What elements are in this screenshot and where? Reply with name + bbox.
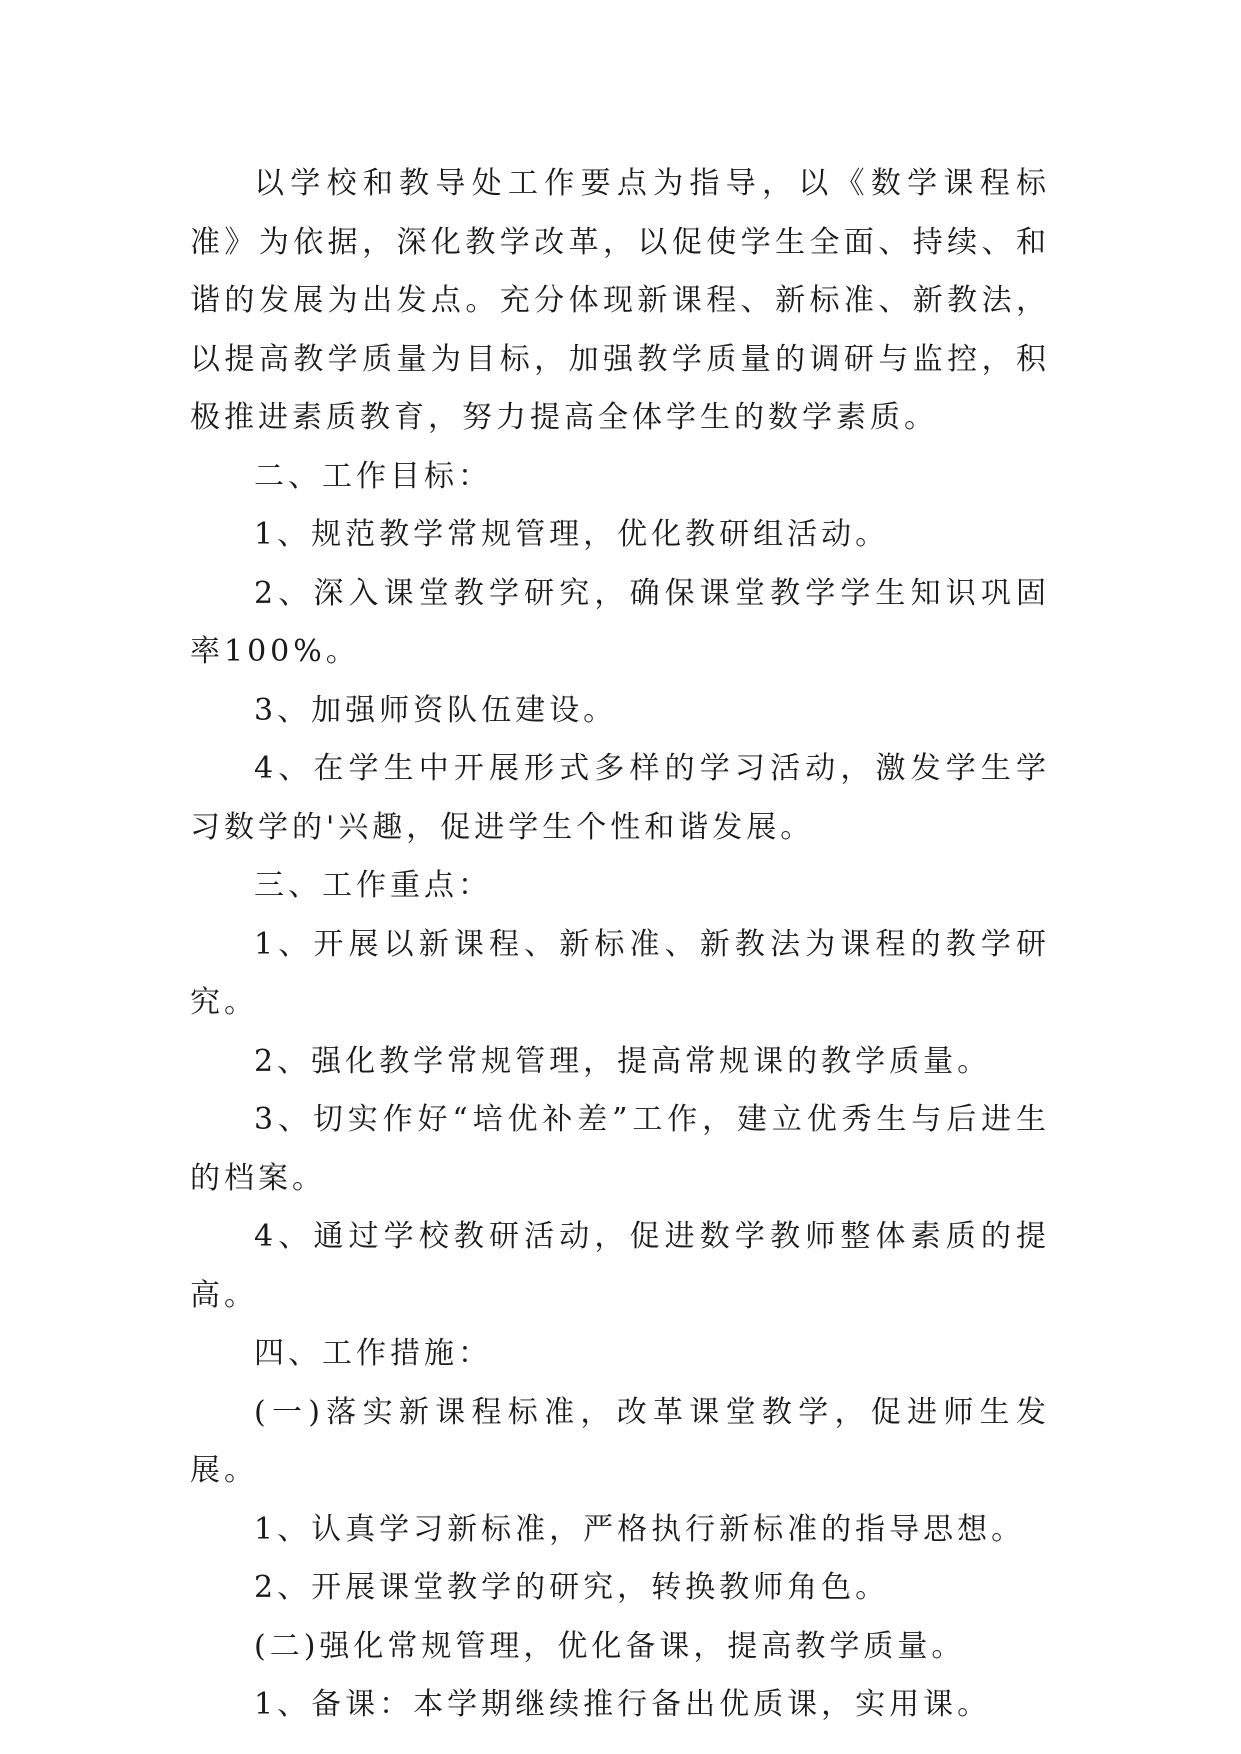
paragraph-guiding-ideology: 以学校和教导处工作要点为指导，以《数学课程标准》为依据，深化教学改革，以促使学生全面、持续、和谐的发展为出发点。充分体现新课程、新标准、新教法，以提高教学质量为目标，加强教学质量的调研与监控，积极推进素质教育，努力提高全体学生的数学素质。 (190, 166, 1050, 435)
measure-subheading-2: (二)强化常规管理，优化备课，提高教学质量。 (254, 1628, 966, 1664)
focus-item-4: 4、通过学校教研活动，促进数学教师整体素质的提高。 (190, 1219, 1050, 1313)
goal-item-3: 3、加强师资队伍建设。 (254, 692, 618, 728)
measure-item-1-2: 2、开展课堂教学的研究，转换教师角色。 (254, 1570, 890, 1605)
goal-item-1: 1、规范教学常规管理，优化教研组活动。 (254, 517, 890, 552)
heading-work-focus: 三、工作重点： (254, 868, 492, 903)
heading-work-goals: 二、工作目标： (254, 458, 492, 494)
goal-item-4: 4、在学生中开展形式多样的学习活动，激发学生学习数学的'兴趣，促进学生个性和谐发展。 (190, 751, 1050, 845)
focus-item-3: 3、切实作好“培优补差”工作，建立优秀生与后进生的档案。 (190, 1102, 1050, 1196)
focus-item-2: 2、强化教学常规管理，提高常规课的教学质量。 (254, 1043, 992, 1079)
heading-work-measures: 四、工作措施： (254, 1336, 492, 1371)
focus-item-1: 1、开展以新课程、新标准、新教法为课程的教学研究。 (190, 926, 1050, 1020)
measure-item-2-1: 1、备课：本学期继续推行备出优质课，实用课。 (254, 1687, 992, 1722)
goal-item-2: 2、深入课堂教学研究，确保课堂教学学生知识巩固率100%。 (190, 575, 1050, 669)
document-page (190, 155, 1050, 1735)
measure-item-1-1: 1、认真学习新标准，严格执行新标准的指导思想。 (254, 1511, 1026, 1547)
measure-subheading-1: (一)落实新课程标准，改革课堂教学，促进师生发展。 (190, 1394, 1050, 1488)
